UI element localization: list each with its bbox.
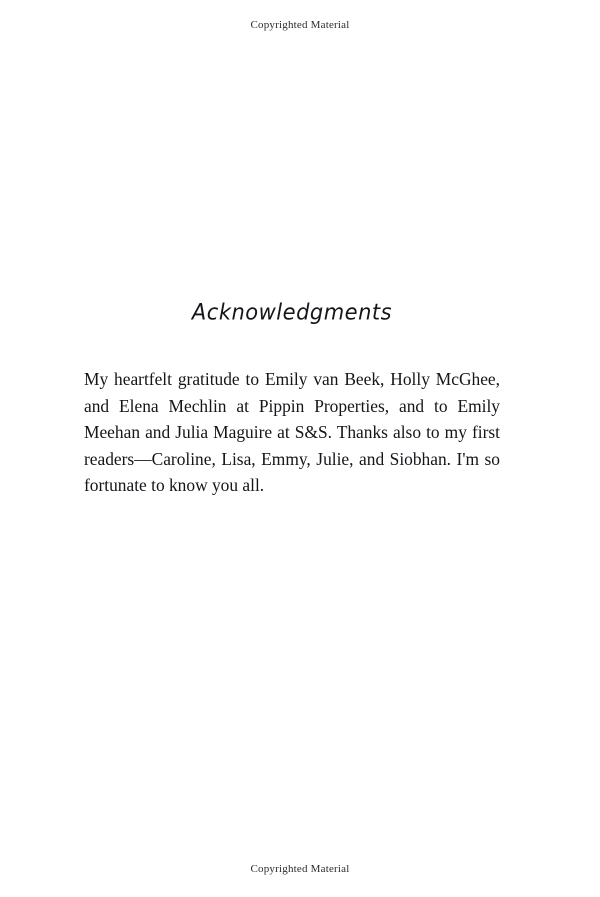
acknowledgments-paragraph: My heartfelt gratitude to Emily van Beek, Holly McGhee, and Elena Mechlin at Pippin Properties, and to Emily Meehan and Julia Maguire at S&S. Thanks also to my first readers—Caroline, Lisa, Emmy, Julie, and Siobhan. I'm so fortunate to know you all. bbox=[84, 369, 500, 495]
page-title: Acknowledgments bbox=[191, 299, 393, 325]
copyright-watermark-bottom: Copyrighted Material bbox=[250, 863, 350, 875]
page-content bbox=[84, 300, 500, 499]
copyright-watermark-top: Copyrighted Material bbox=[250, 19, 350, 31]
